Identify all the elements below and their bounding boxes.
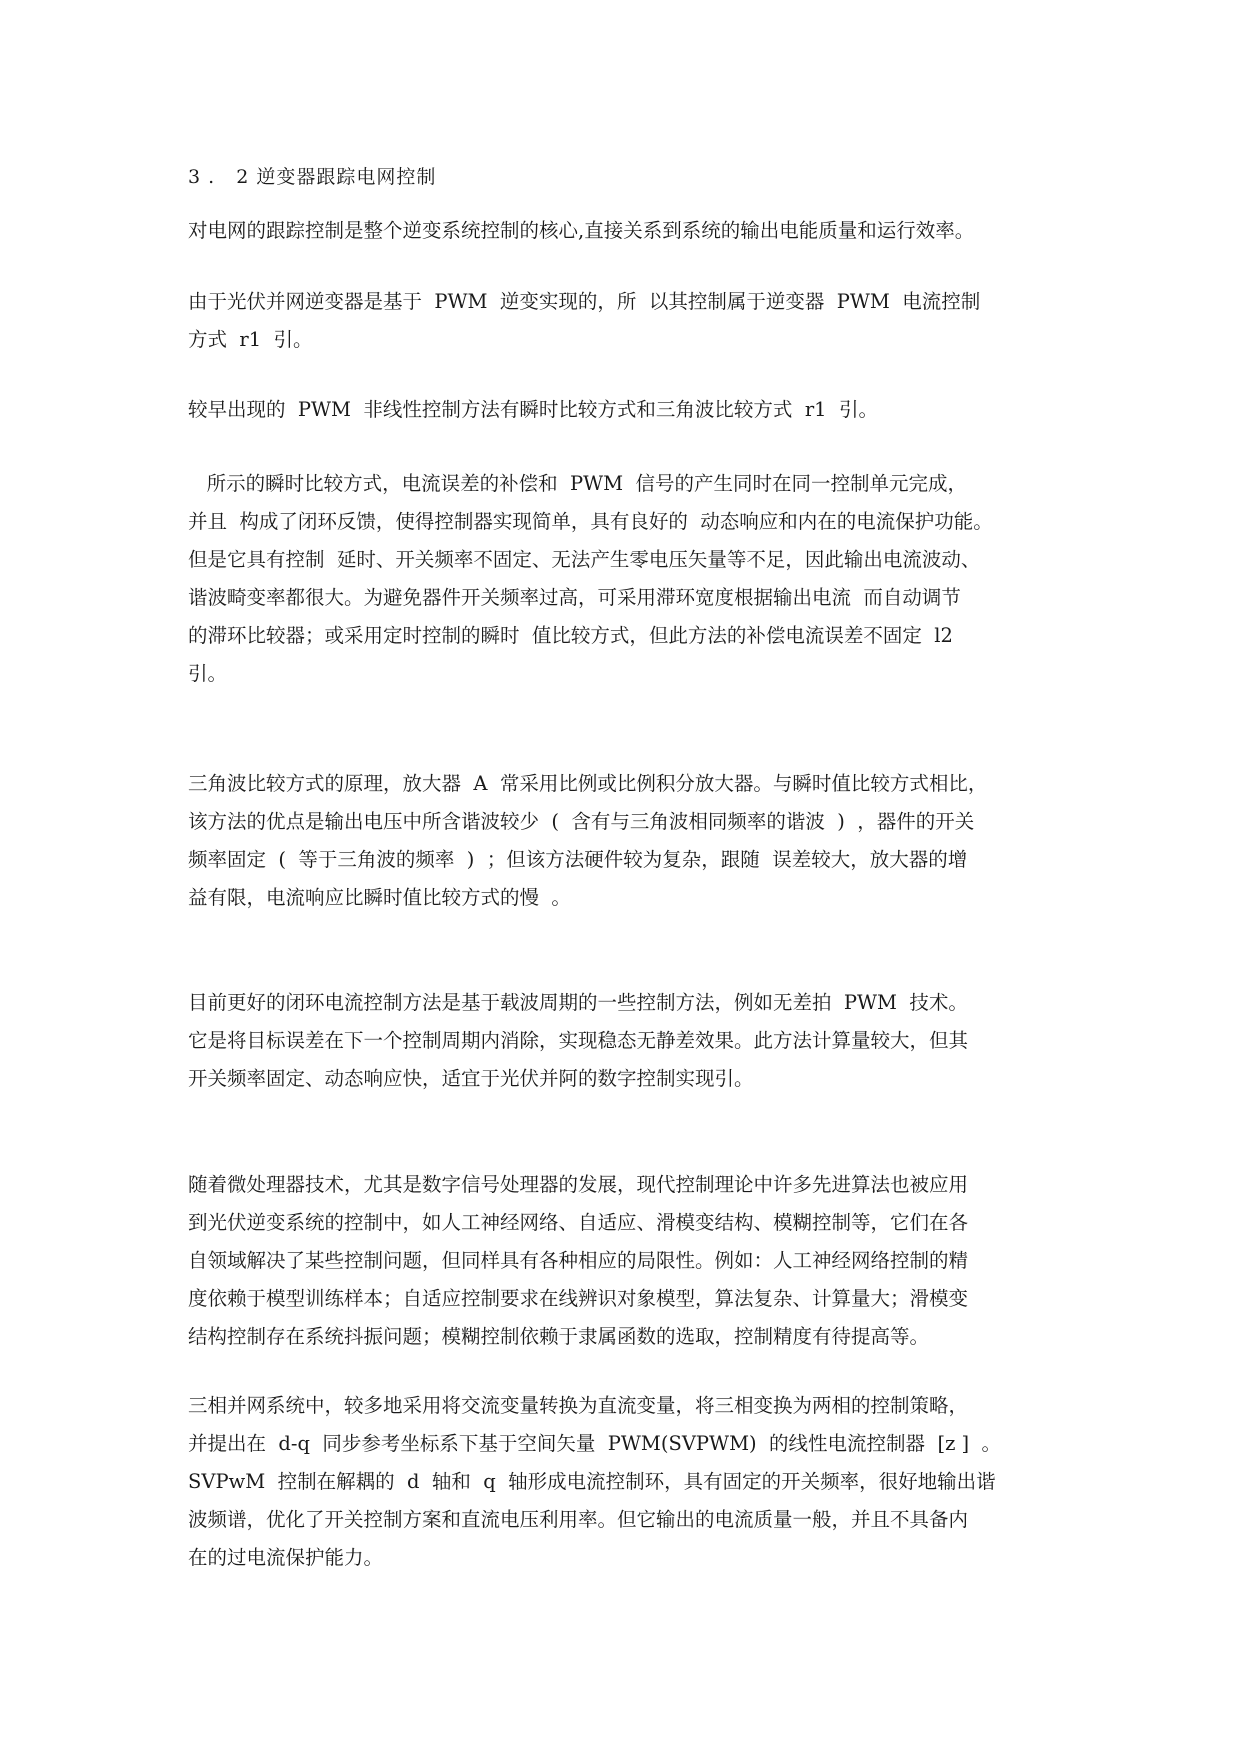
section-heading: 3 . 2 逆变器跟踪电网控制 [188,166,437,188]
paragraph-line: 它是将目标误差在下一个控制周期内消除，实现稳态无静差效果。此方法计算量较大，但其 [188,1029,969,1052]
paragraph-line: 随着微处理器技术，尤其是数字信号处理器的发展，现代控制理论中许多先进算法也被应用 [188,1173,969,1196]
paragraph-5 [188,765,1058,917]
paragraph-line: 谐波畸变率都很大。为避免器件开关频率过高，可采用滞环宽度根据输出电流 而自动调节 [188,586,961,609]
paragraph-line: 较早出现的 PWM 非线性控制方法有瞬时比较方式和三角波比较方式 r1 引。 [188,398,878,421]
paragraph-6 [188,984,1058,1098]
paragraph-line: SVPwM 控制在解耦的 d 轴和 q 轴形成电流控制环，具有固定的开关频率，很好地输出谐 [188,1470,996,1493]
paragraph-line: 目前更好的闭环电流控制方法是基于载波周期的一些控制方法，例如无差拍 PWM 技术。 [188,991,968,1014]
paragraph-line: 开关频率固定、动态响应快，适宜于光伏并阿的数字控制实现引。 [188,1067,754,1090]
paragraph-line: 并提出在 d-q 同步参考坐标系下基于空间矢量 PWM(SVPWM) 的线性电流控制器 [z ] 。 [188,1432,1002,1455]
paragraph-line: 方式 r1 引。 [188,328,313,351]
paragraph-2 [188,283,1058,359]
paragraph-line: 该方法的优点是输出电压中所含谐波较少 ( 含有与三角波相同频率的谐波 ) ，器件的开关 [188,810,975,833]
paragraph-line: 引。 [188,662,228,685]
paragraph-line: 频率固定 ( 等于三角波的频率 ) ；但该方法硬件较为复杂，跟随 误差较大，放大器的增 [188,848,968,871]
paragraph-line: 并且 构成了闭环反馈，使得控制器实现简单，具有良好的 动态响应和内在的电流保护功能。 [188,510,993,533]
paragraph-1 [188,212,1058,250]
paragraph-line: 在的过电流保护能力。 [188,1546,384,1569]
paragraph-8 [188,1387,1058,1577]
paragraph-line: 益有限，电流响应比瞬时值比较方式的慢 。 [188,886,571,909]
paragraph-line: 波频谱，优化了开关控制方案和直流电压利用率。但它输出的电流质量一般，并且不具备内 [188,1508,969,1531]
paragraph-line: 度依赖于模型训练样本；自适应控制要求在线辨识对象模型，算法复杂、计算量大；滑模变 [188,1287,969,1310]
paragraph-3 [188,391,1058,429]
paragraph-line: 三角波比较方式的原理，放大器 A 常采用比例或比例积分放大器。与瞬时值比较方式相比， [188,772,988,795]
paragraph-line: 所示的瞬时比较方式，电流误差的补偿和 PWM 信号的产生同时在同一控制单元完成， [188,472,968,495]
paragraph-line: 到光伏逆变系统的控制中，如人工神经网络、自适应、滑模变结构、模糊控制等，它们在各 [188,1211,969,1234]
paragraph-line: 自领域解决了某些控制问题，但同样具有各种相应的局限性。例如：人工神经网络控制的精 [188,1249,969,1272]
paragraph-line: 由于光伏并网逆变器是基于 PWM 逆变实现的，所 以其控制属于逆变器 PWM 电流控制 [188,290,981,313]
paragraph-7 [188,1166,1058,1356]
paragraph-line: 对电网的跟踪控制是整个逆变系统控制的核心,直接关系到系统的输出电能质量和运行效率。 [188,219,975,242]
paragraph-line: 结构控制存在系统抖振问题；模糊控制依赖于隶属函数的选取，控制精度有待提高等。 [188,1325,930,1348]
paragraph-line: 但是它具有控制 延时、开关频率不固定、无法产生零电压矢量等不足，因此输出电流波动、 [188,548,981,571]
paragraph-line: 的滞环比较器；或采用定时控制的瞬时 值比较方式，但此方法的补偿电流误差不固定 l2 [188,624,953,647]
paragraph-line: 三相并网系统中，较多地采用将交流变量转换为直流变量，将三相变换为两相的控制策略， [188,1394,969,1417]
paragraph-4 [188,465,1058,693]
